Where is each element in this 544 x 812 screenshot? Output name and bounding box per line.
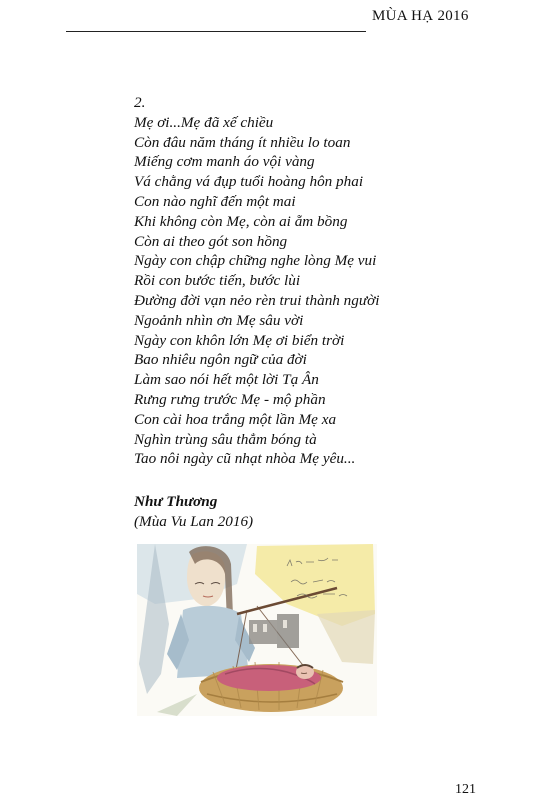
poem-line: Con nào nghĩ đến một mai: [134, 192, 296, 210]
poem-line: Bao nhiêu ngôn ngữ của đời: [134, 351, 307, 369]
poem-line: Đường đời vạn nẻo rèn trui thành người: [134, 291, 380, 309]
poem-line: Rưng rưng trước Mẹ - mộ phần: [134, 390, 326, 408]
poem-line: Nghìn trùng sâu thẳm bóng tà: [134, 430, 317, 448]
poem-number: 2.: [134, 94, 146, 111]
poem-body: [134, 93, 474, 469]
poem-line: Ngày con khôn lớn Mẹ ơi biển trời: [134, 331, 345, 349]
poem-line: Tao nôi ngày cũ nhạt nhòa Mẹ yêu...: [134, 450, 356, 468]
running-header-title: MÙA HẠ 2016: [372, 8, 469, 24]
poem-occasion: (Mùa Vu Lan 2016): [134, 513, 254, 530]
poem-line: Làm sao nói hết một lời Tạ Ân: [134, 371, 319, 389]
poem-author: Như Thương: [134, 493, 218, 510]
poem-line: Còn ai theo gót son hồng: [134, 232, 288, 250]
poem-line: Mẹ ơi...Mẹ đã xế chiều: [134, 113, 274, 131]
poem-line: Rồi con bước tiến, bước lùi: [134, 272, 301, 290]
poem-line: Vá chằng vá đụp tuổi hoàng hôn phai: [134, 173, 364, 191]
poem-line: Khi không còn Mẹ, còn ai ẵm bồng: [134, 212, 348, 230]
poem-line: Còn đâu năm tháng ít nhiều lo toan: [134, 133, 351, 151]
poem-line: Ngày con chập chững nghe lòng Mẹ vui: [134, 252, 377, 270]
poem-line: Ngoảnh nhìn ơn Mẹ sâu vời: [134, 311, 304, 329]
poem-line: Miếng cơm manh áo vội vàng: [134, 153, 315, 171]
mother-and-child-illustration: [137, 544, 377, 716]
header-rule: [66, 31, 366, 32]
page-number: 121: [455, 782, 476, 797]
poem-line: Con cài hoa trắng một lần Mẹ xa: [134, 410, 337, 428]
